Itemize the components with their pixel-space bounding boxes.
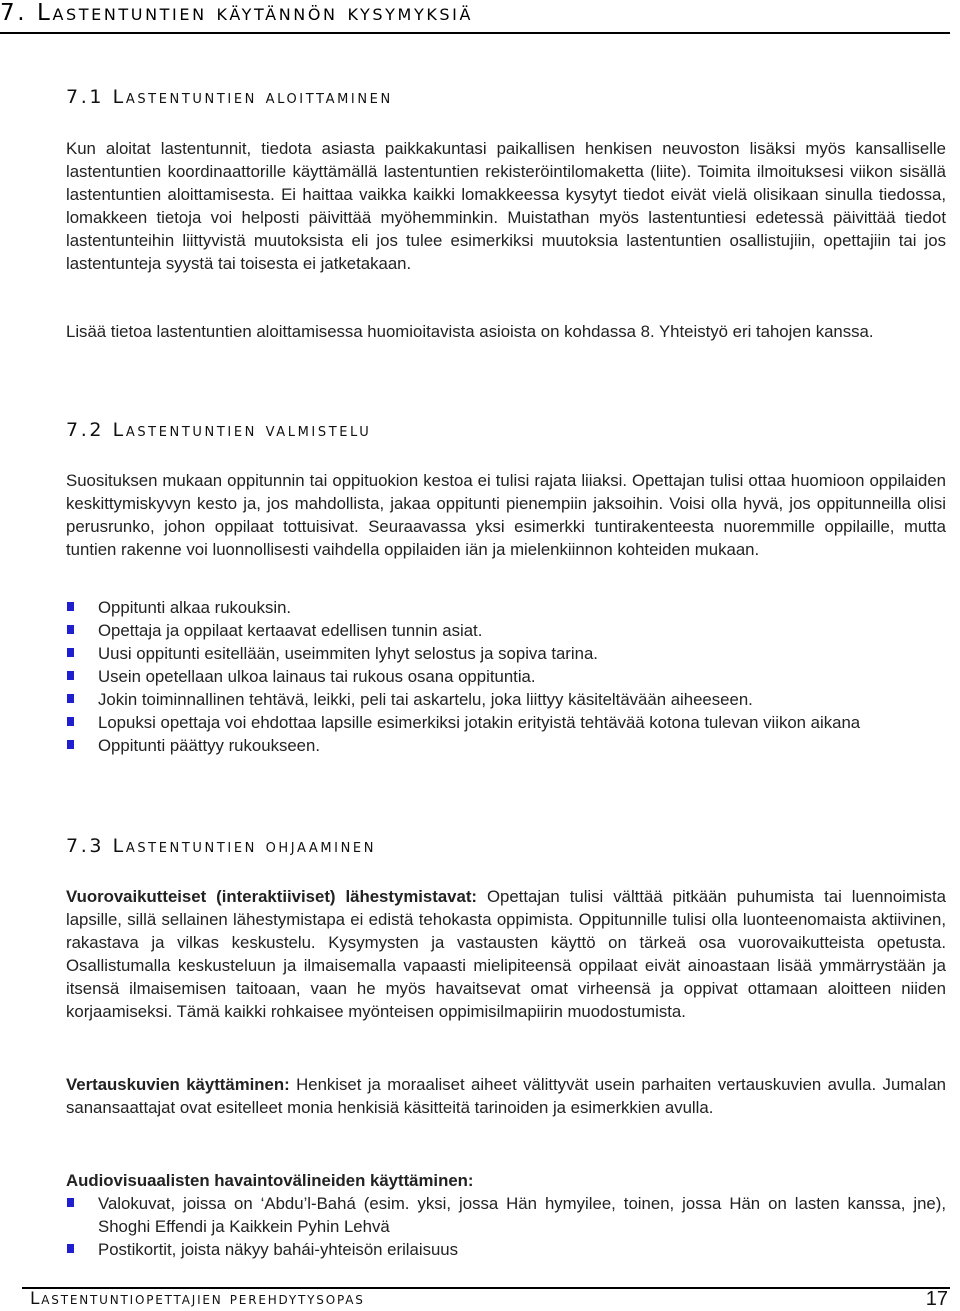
section-7-3-audiovisual — [66, 1169, 946, 1192]
list-item: Jokin toiminnallinen tehtävä, leikki, peli tai askartelu, joka liittyy käsiteltävään aiheeseen. — [66, 688, 946, 711]
chapter-title: 7. Lastentuntien käytännön kysymyksiä — [0, 0, 474, 26]
square-bullet-icon — [67, 648, 74, 657]
list-item: Lopuksi opettaja voi ehdottaa lapsille esimerkiksi jotakin erityistä tehtävää kotona tulevan viikon aikana — [66, 711, 946, 734]
chapter-rule — [0, 32, 950, 34]
list-item: Oppitunti alkaa rukouksin. — [66, 596, 946, 619]
square-bullet-icon — [67, 1198, 74, 1207]
paragraph: Suosituksen mukaan oppitunnin tai oppituokion kestoa ei tulisi rajata liiaksi. Opettajan tulisi ottaa huomioon oppilaiden keskittymiskyvyn kesto ja, jos mahdollista, jakaa oppitunti pienempiin jaksoihin. Voisi olla hyvä, jos oppitunneilla olisi perusrunko, johon oppilaat tottuisivat. Seuraavassa yksi esimerkki tuntirakenteesta nuoremmille oppilaille, mutta tuntien rakenne voi luonnollisesti vaihdella oppilaiden iän ja mielenkiinnon kohteiden mukaan. — [66, 471, 946, 559]
square-bullet-icon — [67, 602, 74, 611]
list-item: Opettaja ja oppilaat kertaavat edellisen tunnin asiat. — [66, 619, 946, 642]
paragraph — [66, 1169, 946, 1192]
list-item: Oppitunti päättyy rukoukseen. — [66, 734, 946, 757]
paragraph: Vuorovaikutteiset (interaktiiviset) lähestymistavat: Opettajan tulisi välttää pitkään puhumista tai luennoimista lapsille, sillä sellainen lähestymistapa ei edistä tehokasta oppimista. Oppitunnille tulisi olla luonteenomaista aktiivinen, rakastava ja vilkas keskustelu. Kysymysten ja vastausten käyttö on tärkeä osa vuorovaikutteista opetusta. Osallistumalla keskusteluun ja ilmaisemalla vapaasti mielipiteensä oppilaat eivät ainoastaan lisää ymmärrystään ja itsensä ilmaisemisen taitoaan, vaan he myös havaitsevat omat virheensä ja oppivat ottamaan aloitteen niiden korjaamiseksi. Tämä kaikki rohkaisee myönteisen oppimisilmapiirin muodostumista. — [66, 887, 946, 1021]
section-7-3-interactive — [66, 885, 946, 1023]
lesson-structure-list — [66, 596, 946, 757]
page-number: 17 — [925, 1288, 948, 1310]
list-item: Uusi oppitunti esitellään, useimmiten lyhyt selostus ja sopiva tarina. — [66, 642, 946, 665]
paragraph: Vertauskuvien käyttäminen: Henkiset ja moraaliset aiheet välittyvät usein parhaiten vertauskuvien avulla. Jumalan sanansaattajat ovat esitelleet monia henkisiä käsitteitä tarinoiden ja esimerkkien avulla. — [66, 1075, 946, 1117]
section-heading-7-3: 7.3 Lastentuntien ohjaaminen — [66, 835, 377, 857]
section-7-1-body — [66, 137, 946, 275]
paragraph-lead: Vuorovaikutteiset (interaktiiviset) lähestymistavat: — [66, 887, 477, 906]
square-bullet-icon — [67, 740, 74, 749]
square-bullet-icon — [67, 625, 74, 634]
square-bullet-icon — [67, 694, 74, 703]
footer-title: Lastentuntiopettajien perehdytysopas — [30, 1289, 365, 1309]
square-bullet-icon — [67, 1244, 74, 1253]
paragraph: Lisää tietoa lastentuntien aloittamisessa huomioitavista asioista on kohdassa 8. Yhteistyö eri tahojen kanssa. — [66, 322, 874, 341]
paragraph-lead: Vertauskuvien käyttäminen: — [66, 1075, 290, 1094]
list-item: Valokuvat, joissa on ‘Abdu’l-Bahá (esim. yksi, jossa Hän hymyilee, toinen, jossa Hän on lasten kanssa, jne), Shoghi Effendi ja Kaikkein Pyhin Lehvä — [66, 1192, 946, 1238]
section-heading-7-2: 7.2 Lastentuntien valmistelu — [66, 419, 372, 441]
list-item: Postikortit, joista näkyy bahái-yhteisön erilaisuus — [66, 1238, 946, 1261]
section-7-1-note — [66, 320, 946, 343]
audiovisual-list — [66, 1192, 946, 1261]
paragraph: Kun aloitat lastentunnit, tiedota asiasta paikkakuntasi paikallisen henkisen neuvoston lisäksi myös kansalliselle lastentuntien koordinaattorille käyttämällä lastentuntien rekisteröintilomaketta (liite). Toimita ilmoituksesi viikon sisällä lastentuntien aloittamisesta. Ei haittaa vaikka kaikki lomakkeessa kysytyt tiedot eivät vielä olisikaan sinulla tiedossa, lomakkeen tietoja voi helposti päivittää myöhemminkin. Muistathan myös lastentuntiesi edetessä päivittää tiedot lastentunteihin liittyvistä muutoksista eli jos tulee esimerkiksi muutoksia lastentuntien osallistujiin, opettajiin tai jos lastentunteja syystä tai toisesta ei jatketakaan. — [66, 139, 946, 273]
square-bullet-icon — [67, 671, 74, 680]
paragraph-lead: Audiovisuaalisten havaintovälineiden käyttäminen: — [66, 1171, 474, 1190]
square-bullet-icon — [67, 717, 74, 726]
section-7-2-body — [66, 469, 946, 561]
list-item: Usein opetellaan ulkoa lainaus tai rukous osana oppituntia. — [66, 665, 946, 688]
section-7-3-metaphors — [66, 1073, 946, 1119]
section-heading-7-1: 7.1 Lastentuntien aloittaminen — [66, 86, 393, 108]
